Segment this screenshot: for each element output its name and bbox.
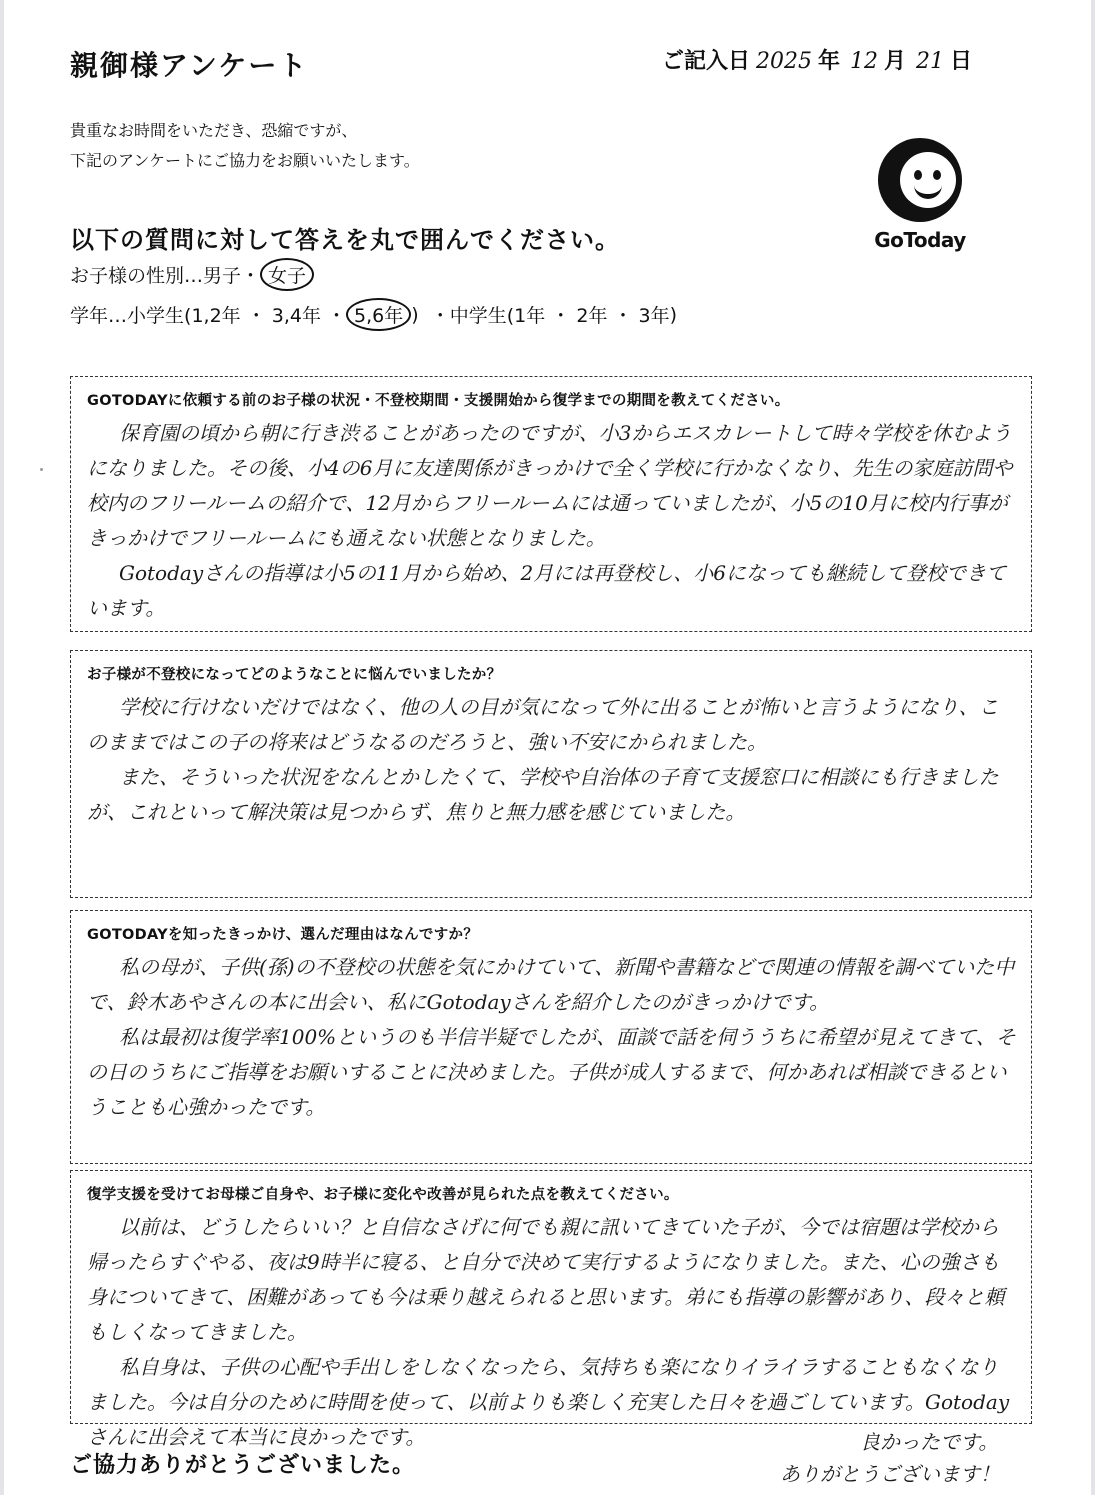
date-day: 21 [916,49,945,74]
gender-label: お子様の性別… [70,265,204,287]
scan-speck [40,468,43,471]
gender-option-boy[interactable]: 男子 [203,265,242,287]
grade-option-m2[interactable]: 2年 [576,305,608,327]
gotoday-logo [870,138,970,258]
date-year: 2025 [756,49,813,74]
entry-date [662,44,976,75]
intro-line-2: 下記のアンケートにご協力をお願いいたします。 [70,151,420,170]
closing-thanks: ご協力ありがとうございました。 [70,1453,416,1478]
handwritten-answer: 以前は、どうしたらいい？と自信なさげに何でも親に訊いてきていた子が、今では宿題は学校から帰ったらすぐやる、夜は9時半に寝る、と自分で決めて実行するようになりました。また、心の強さも身についてきて、困難があっても今は乗り越えられると思います。弟にも指導の影響があり、段々と頼もしくなってきました。 [87,1215,1005,1344]
logo-brand-text: GoToday [874,228,966,252]
section-worries [70,650,1032,898]
section-question: お子様が不登校になってどのようなことに悩んでいましたか？ [87,667,502,683]
separator: ・ [607,305,639,327]
elementary-prefix: 小学生( [127,305,192,327]
grade-option-m3[interactable]: 3年 [638,305,670,327]
section-question: GOTODAYを知ったきっかけ、選んだ理由はなんですか？ [87,927,479,943]
grade-option-e12[interactable]: 1,2年 [191,305,241,327]
instruction-heading: 以下の質問に対して答えを丸で囲んでください。 [70,226,620,254]
section-situation-before [70,376,1032,632]
handwritten-answer: Gotodayさんの指導は小5の11月から始め、2月には再登校し、小6になっても継続して登校できています。 [87,561,1006,620]
section-changes-observed [70,1170,1032,1449]
middle-suffix: ) [669,303,678,326]
grade-option-m1[interactable]: 1年 [514,305,546,327]
handwritten-answer: 私は最初は復学率100%というのも半信半疑でしたが、面談で話を伺ううちに希望が見えてきて、その日のうちにご指導をお願いすることに決めました。子供が成人するまで、何かあれば相談できるということも心強かったです。 [87,1025,1016,1119]
smiley-face-icon [878,138,962,222]
gender-question [70,258,314,291]
year-unit: 年 [818,49,841,74]
day-unit: 日 [950,49,973,74]
page-edge-right [1091,0,1095,1495]
section-reason-chosen [70,910,1032,1164]
handwritten-answer: 学校に行けないだけではなく、他の人の目が気になって外に出ることが怖いと言うようになり、このままではこの子の将来はどうなるのだろうと、強い不安にかられました。 [87,695,999,754]
page-title: 親御様アンケート [70,49,309,82]
date-label: ご記入日 [662,49,751,74]
separator: ・ [241,265,261,287]
intro-text [70,116,420,176]
grade-option-e56-selected[interactable]: 5,6年 [346,298,411,331]
month-unit: 月 [884,49,907,74]
handwritten-note: 良かったです。 [860,1430,999,1454]
handwritten-note: ありがとうございます！ [780,1462,1000,1486]
elementary-suffix: ) [411,303,419,326]
intro-line-1: 貴重なお時間をいただき、恐縮ですが、 [70,121,358,140]
handwritten-answer: また、そういった状況をなんとかしたくて、学校や自治体の子育て支援窓口に相談にも行きましたが、これといって解決策は見つからず、焦りと無力感を感じていました。 [87,765,999,824]
section-question: GOTODAYに依頼する前のお子様の状況・不登校期間・支援開始から復学までの期間を教えてください。 [87,393,790,409]
spacer [419,304,431,326]
page-edge-left [0,0,4,1495]
handwritten-answer: 保育園の頃から朝に行き渋ることがあったのですが、小3からエスカレートして時々学校を休むようになりました。その後、小4の6月に友達関係がきっかけで全く学校に行かなくなり、先生の家庭訪問や校内のフリールームの紹介で、12月からフリールームには通っていましたが、小5の10月に校内行事がきっかけでフリールームにも通えない状態となりました。 [87,421,1013,550]
gender-option-girl-selected[interactable]: 女子 [260,258,314,291]
grade-question [70,298,677,331]
middle-prefix: ・中学生( [430,305,515,327]
separator: ・ [320,305,347,327]
separator: ・ [240,305,272,327]
handwritten-answer: 私自身は、子供の心配や手出しをしなくなったら、気持ちも楽になりイライラすることもなくなりました。今は自分のために時間を使って、以前よりも楽しく充実した日々を過ごしています。Gotodayさんに出会えて本当に良かったです。 [87,1355,1010,1449]
grade-option-e34[interactable]: 3,4年 [271,305,321,327]
date-month: 12 [850,49,879,74]
section-question: 復学支援を受けてお母様ご自身や、お子様に変化や改善が見られた点を教えてください。 [87,1187,679,1203]
handwritten-answer: 私の母が、子供(孫)の不登校の状態を気にかけていて、新聞や書籍などで関連の情報を調べていた中で、鈴木あやさんの本に出会い、私にGotodayさんを紹介したのがきっかけです。 [87,955,1015,1014]
separator: ・ [545,305,577,327]
grade-label: 学年… [70,305,128,327]
